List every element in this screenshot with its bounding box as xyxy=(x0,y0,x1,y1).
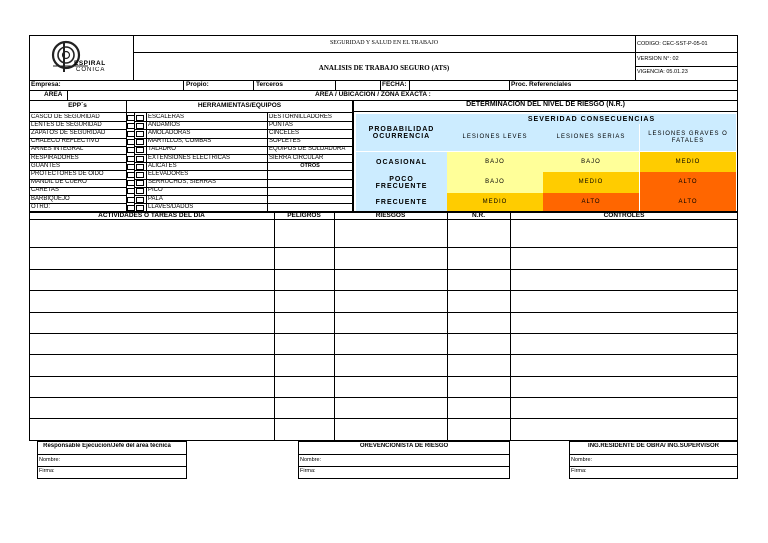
tool-item-label: CINCELES xyxy=(269,129,300,136)
codigo-text: CODIGO: CEC-SST-P-05-01 xyxy=(637,41,708,47)
epp-checkbox[interactable] xyxy=(127,123,135,129)
tool-item-label: ELEVADORES xyxy=(148,170,189,177)
epp-item-label: PROTECTORES DE OIDO xyxy=(31,170,104,177)
prevencionista-signature-firma-label: Firma: xyxy=(300,468,316,474)
proc-referenciales-label: Proc. Referenciales xyxy=(511,81,572,88)
empresa-label: Empresa: xyxy=(31,81,61,88)
tool-checkbox[interactable] xyxy=(136,164,144,170)
prevencionista-signature-divider xyxy=(298,466,510,467)
epp-checkbox[interactable] xyxy=(127,147,135,153)
epp-item-label: CASCO DE SEGURIDAD xyxy=(31,113,100,120)
severity-column-header: LESIONES SERIAS xyxy=(543,124,639,151)
epp-checkbox[interactable] xyxy=(127,156,135,162)
prevencionista-signature-nombre-label: Nombre: xyxy=(300,457,322,463)
residente-signature-divider xyxy=(569,466,738,467)
ubicacion-label: AREA / UBICACION / ZONA EXACTA : xyxy=(315,91,431,98)
responsable-signature-title: Responsable Ejecucion/Jefe del área técnica xyxy=(43,443,171,449)
table-row xyxy=(29,247,738,248)
severity-column-header: LESIONES GRAVES O FATALES xyxy=(640,124,736,151)
tool-item-label: SERRUCHOS, SIERRAS xyxy=(148,179,217,186)
vigencia-text: VIGENCIA: 05.01.23 xyxy=(637,69,688,75)
table-row xyxy=(29,269,738,270)
propio-label: Propio: xyxy=(186,81,209,88)
tool-item-label: EXTENSIONES ELECTRICAS xyxy=(148,154,231,161)
risk-level-cell: MEDIO xyxy=(447,193,543,211)
residente-signature-title: ING.RESIDENTE DE OBRA/ ING.SUPERVISOR xyxy=(588,443,719,449)
epp-item-label: BARBIQUEJO xyxy=(31,195,70,202)
table-row xyxy=(29,376,738,377)
risk-level-cell: ALTO xyxy=(640,172,736,193)
epp-item-label: RESPIRADORES xyxy=(31,154,79,161)
prevencionista-signature-divider xyxy=(298,454,510,455)
version-text: VERSION N°: 02 xyxy=(637,56,679,62)
risk-level-cell: BAJO xyxy=(447,152,543,172)
area-label: AREA xyxy=(44,91,63,98)
doc-title: ANALISIS DE TRABAJO SEGURO (ATS) xyxy=(318,64,450,72)
epp-checkbox[interactable] xyxy=(127,139,135,145)
tool-checkbox[interactable] xyxy=(136,115,144,121)
epp-checkbox[interactable] xyxy=(127,180,135,186)
probability-row-label: POCO FRECUENTE xyxy=(356,172,447,193)
table-header-divider xyxy=(29,219,738,220)
responsable-signature-divider xyxy=(37,466,187,467)
probability-row-label: FRECUENTE xyxy=(356,193,447,211)
tool-item-label: ESCALERAS xyxy=(148,113,185,120)
epp-title: EPP´s xyxy=(68,102,87,109)
tool-item-label: DESTORNILLADORES xyxy=(269,113,332,120)
herramientas-otros-label: OTROS xyxy=(300,163,320,169)
epp-item-label: LENTES DE SEGURIDAD xyxy=(31,121,102,128)
tool-checkbox[interactable] xyxy=(136,147,144,153)
epp-checkbox[interactable] xyxy=(127,164,135,170)
tool-checkbox[interactable] xyxy=(136,156,144,162)
epp-checkbox[interactable] xyxy=(127,172,135,178)
epp-item-label: ARNES INTEGRAL xyxy=(31,146,84,153)
risk-level-cell: ALTO xyxy=(543,193,639,211)
probabilidad-header: PROBABILIDAD OCURRENCIA xyxy=(356,114,447,151)
responsable-signature-divider xyxy=(37,454,187,455)
tool-checkbox[interactable] xyxy=(136,197,144,203)
activities-column-header: PELIGROS xyxy=(287,212,321,219)
tool-checkbox[interactable] xyxy=(136,205,144,211)
risk-level-cell: BAJO xyxy=(543,152,639,172)
company-name-line2: CONICA xyxy=(76,67,106,73)
responsable-signature-firma-label: Firma: xyxy=(39,468,55,474)
risk-level-cell: BAJO xyxy=(447,172,543,193)
epp-item-label: GUANTES xyxy=(31,162,61,169)
risk-level-cell: MEDIO xyxy=(640,152,736,172)
table-row xyxy=(29,312,738,313)
epp-checkbox[interactable] xyxy=(127,188,135,194)
tool-item-label: LLAVES/DADOS xyxy=(148,203,194,210)
table-row xyxy=(29,333,738,334)
tool-item-label: EQUIPOS DE SOLDADURA xyxy=(269,146,346,153)
tool-checkbox[interactable] xyxy=(136,131,144,137)
table-row xyxy=(29,418,738,419)
epp-checkbox[interactable] xyxy=(127,115,135,121)
residente-signature-divider xyxy=(569,454,738,455)
tool-item-label: TALADRO xyxy=(148,146,176,153)
risk-matrix-title: DETERMINACION DEL NIVEL DE RIESGO (N.R.) xyxy=(466,101,625,108)
tool-item-label: PALA xyxy=(148,195,163,202)
tool-item-label: AMOLADORAS xyxy=(148,129,191,136)
company-logo xyxy=(48,38,118,78)
activities-column-header: RIESGOS xyxy=(375,212,406,219)
severity-column-header: LESIONES LEVES xyxy=(447,124,543,151)
epp-item-label: ZAPATOS DE SEGURIDAD xyxy=(31,129,106,136)
tool-item-label: ANDAMIOS xyxy=(148,121,181,128)
epp-checkbox[interactable] xyxy=(127,131,135,137)
tool-item-label: SIERRA CIRCULAR xyxy=(269,154,324,161)
prevencionista-signature-title: OREVENCIONISTA DE RIESGO xyxy=(359,443,449,449)
epp-checkbox[interactable] xyxy=(127,197,135,203)
risk-level-cell: MEDIO xyxy=(543,172,639,193)
tool-checkbox[interactable] xyxy=(136,180,144,186)
risk-level-cell: ALTO xyxy=(640,193,736,211)
activities-column-header: ACTIVIDADES O TAREAS DEL DIA xyxy=(98,212,205,219)
tool-checkbox[interactable] xyxy=(136,188,144,194)
table-row xyxy=(29,354,738,355)
table-row xyxy=(29,290,738,291)
epp-item-label: CARETAS xyxy=(31,187,59,194)
tool-item-label: ALICATES xyxy=(148,162,177,169)
herramientas-title: HERRAMIENTAS/EQUIPOS xyxy=(197,102,282,109)
residente-signature-firma-label: Firma: xyxy=(571,468,587,474)
activities-column-header: N.R. xyxy=(472,212,485,219)
doc-type: SEGURIDAD Y SALUD EN EL TRABAJO xyxy=(329,40,439,46)
tool-checkbox[interactable] xyxy=(136,123,144,129)
epp-item-label: OTRO: xyxy=(31,203,50,210)
terceros-label: Terceros xyxy=(256,81,283,88)
tool-item-label: SOPLETES xyxy=(269,138,301,145)
responsable-signature-nombre-label: Nombre: xyxy=(39,457,61,463)
severidad-header: SEVERIDAD CONSECUENCIAS xyxy=(447,114,736,124)
probability-row-label: OCASIONAL xyxy=(356,152,447,172)
epp-checkbox[interactable] xyxy=(127,205,135,211)
activities-column-header: CONTROLES xyxy=(603,212,645,219)
tool-item-label: MARTILLOS, COMBAS xyxy=(148,138,212,145)
company-name-line1: ESPIRAL xyxy=(74,60,106,67)
residente-signature-nombre-label: Nombre: xyxy=(571,457,593,463)
tool-item-label: PICO xyxy=(148,187,163,194)
epp-item-label: CHALECO REFLECTIVO xyxy=(31,138,100,145)
table-row xyxy=(29,397,738,398)
fecha-label: FECHA: xyxy=(382,81,407,88)
tool-checkbox[interactable] xyxy=(136,172,144,178)
tool-item-label: PUNTAS xyxy=(269,121,293,128)
tool-checkbox[interactable] xyxy=(136,139,144,145)
epp-item-label: MANDIL DE CUERO xyxy=(31,179,87,186)
